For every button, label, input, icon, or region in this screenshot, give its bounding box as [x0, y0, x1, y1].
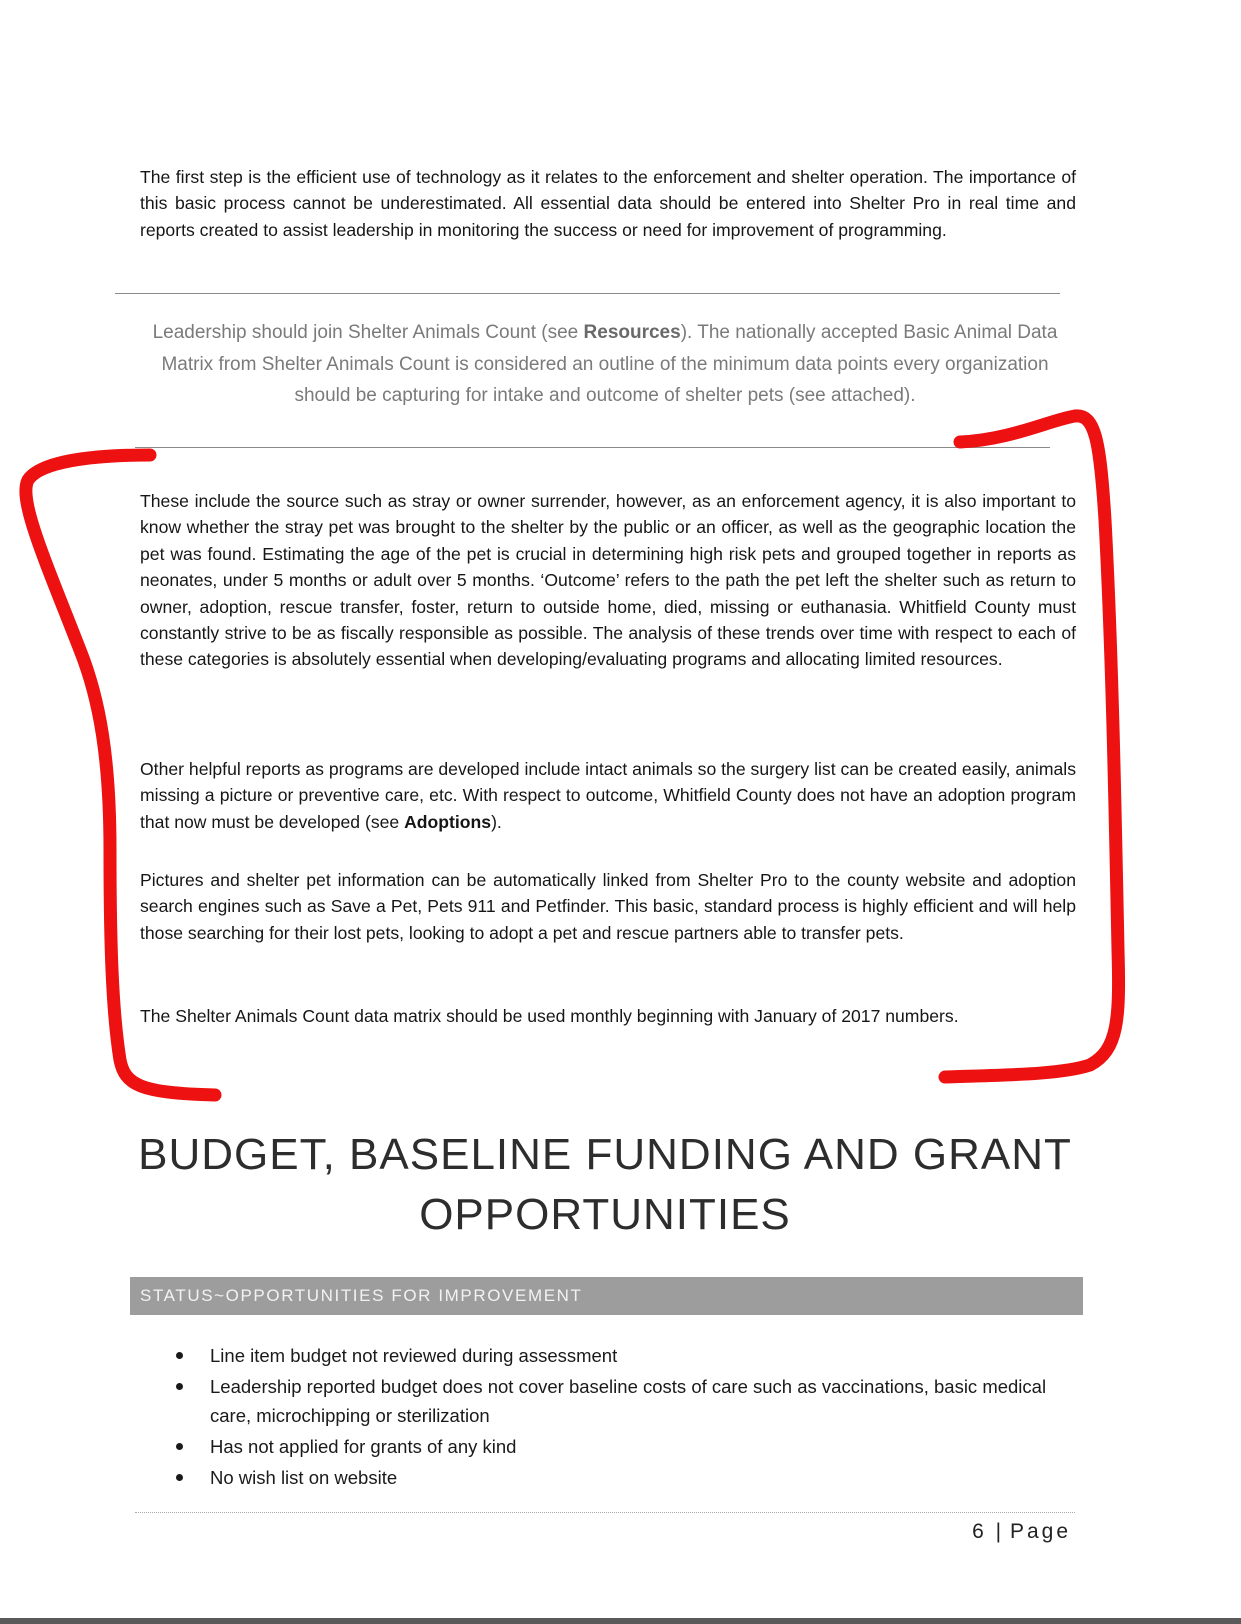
- divider-bottom: [135, 447, 1050, 448]
- bullet-icon: [176, 1443, 183, 1450]
- status-banner: STATUS~OPPORTUNITIES FOR IMPROVEMENT: [130, 1277, 1083, 1315]
- divider-top: [115, 293, 1060, 294]
- reports-before: Other helpful reports as programs are developed include intact animals so the surgery list can be created easily, animals missing a picture or preventive care, etc. With respect to outcome, Whitfield County does not have an adoption program that now must be developed (see: [140, 759, 1076, 832]
- callout-text: [145, 317, 1065, 412]
- bullet-item: [172, 1341, 1072, 1370]
- bullet-text: Leadership reported budget does not cover baseline costs of care such as vaccinations, basic medical care, microchipping or sterilization: [210, 1376, 1047, 1426]
- footer-divider: [135, 1512, 1075, 1513]
- bullet-text: No wish list on website: [210, 1467, 398, 1488]
- section-heading-line2: OPPORTUNITIES: [419, 1190, 791, 1239]
- adoptions-reference: Adoptions: [404, 811, 492, 832]
- callout-before: Leadership should join Shelter Animals Count (see: [152, 322, 584, 343]
- bullet-list: [172, 1341, 1072, 1494]
- bullet-text: Line item budget not reviewed during assessment: [210, 1345, 618, 1366]
- pictures-paragraph: Pictures and shelter pet information can be automatically linked from Shelter Pro to the county website and adoption search engines such as Save a Pet, Pets 911 and Petfinder. This basic, standard process is highly efficient and will help those searching for their lost pets, looking to adopt a pet and rescue partners able to transfer pets.: [140, 870, 1076, 943]
- bullet-text: Has not applied for grants of any kind: [210, 1436, 517, 1457]
- bullet-icon: [176, 1474, 183, 1481]
- section-heading-line1: BUDGET, BASELINE FUNDING AND GRANT: [138, 1130, 1072, 1179]
- resources-reference: Resources: [583, 322, 681, 343]
- section-heading: [130, 1125, 1080, 1245]
- callout-after: ). The nationally accepted Basic Animal Data Matrix from Shelter Animals Count is considered an outline of the minimum data points every organization should be capturing for intake and outcome of shelter pets (see attached).: [161, 322, 1058, 406]
- bullet-icon: [176, 1352, 183, 1359]
- reports-paragraph: [140, 756, 1076, 835]
- scan-bottom-edge: [0, 1618, 1241, 1624]
- page-footer: [972, 1520, 1071, 1544]
- page-number: 6: [972, 1520, 987, 1543]
- data-points-paragraph: These include the source such as stray or owner surrender, however, as an enforcement agency, it is also important to know whether the stray pet was brought to the shelter by the public or an officer, as well as the geographic location the pet was found. Estimating the age of the pet is crucial in determining high risk pets and grouped together in reports as neonates, under 5 months or adult over 5 months. ‘Outcome’ refers to the path the pet left the shelter such as return to owner, adoption, rescue transfer, foster, return to outside home, died, missing or euthanasia. Whitfield County must constantly strive to be as fiscally responsible as possible. The analysis of these trends over time with respect to each of these categories is absolutely essential when developing/evaluating programs and allocating limited resources.: [140, 491, 1076, 670]
- bullet-item: [172, 1432, 1072, 1461]
- page-separator: |: [995, 1520, 1002, 1543]
- reports-after: ).: [491, 811, 502, 832]
- bullet-icon: [176, 1383, 183, 1390]
- bullet-item: [172, 1463, 1072, 1492]
- page-label: Page: [1009, 1520, 1071, 1543]
- intro-paragraph: The first step is the efficient use of technology as it relates to the enforcement and shelter operation. The importance of this basic process cannot be underestimated. All essential data should be entered into Shelter Pro in real time and reports created to assist leadership in monitoring the success or need for improvement of programming.: [140, 167, 1076, 240]
- bullet-item: [172, 1372, 1072, 1430]
- data-matrix-paragraph: The Shelter Animals Count data matrix should be used monthly beginning with January of 2017 numbers.: [140, 1006, 959, 1026]
